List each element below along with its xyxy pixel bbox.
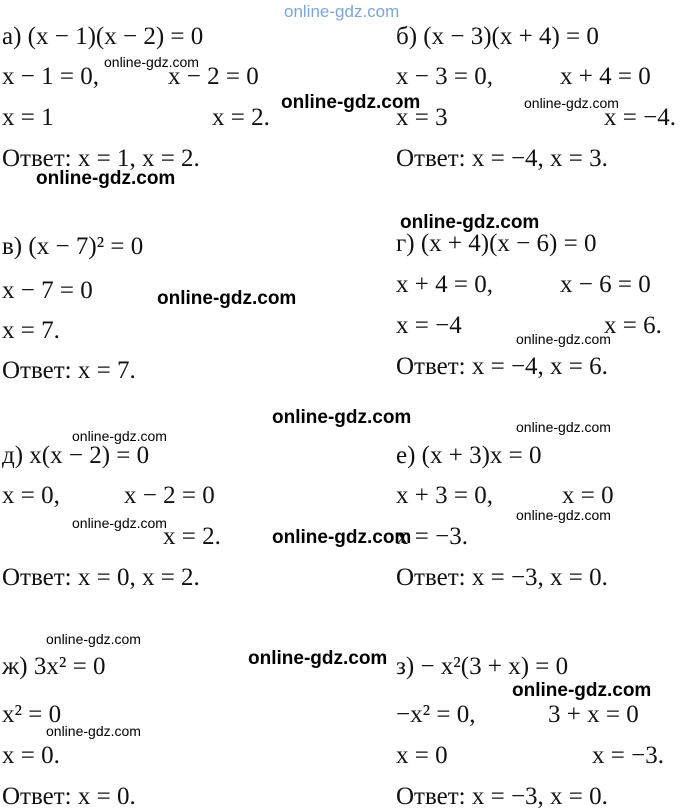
problem-a-step: x = 1 xyxy=(2,104,54,131)
problem-z-label: з) xyxy=(396,653,415,680)
problem-zh-step: x = 0. xyxy=(2,742,60,769)
problem-g-step: x + 4 = 0, xyxy=(396,271,493,298)
watermark: online-gdz.com xyxy=(248,648,388,669)
problem-v-step: x = 7. xyxy=(2,317,60,344)
watermark: online-gdz.com xyxy=(72,428,167,444)
problem-e-answer: Ответ: x = −3, x = 0. xyxy=(396,564,608,591)
problem-e-step: x + 3 = 0, xyxy=(396,482,493,509)
watermark: online-gdz.com xyxy=(516,419,611,435)
watermark: online-gdz.com xyxy=(516,507,611,523)
watermark: online-gdz.com xyxy=(104,54,199,70)
problem-b-equation xyxy=(396,22,599,52)
watermark: online-gdz.com xyxy=(524,95,619,111)
site-header-watermark: online-gdz.com xyxy=(284,2,400,21)
problem-a-equation xyxy=(2,22,203,52)
watermark: online-gdz.com xyxy=(36,168,176,189)
problem-zh-label: ж) xyxy=(2,653,28,680)
problem-z-step: x = −3. xyxy=(592,742,664,769)
problem-a-equation-text: (x − 1)(x − 2) = 0 xyxy=(27,23,204,50)
problem-b-step: x = −4. xyxy=(604,104,676,131)
problem-a-step: x − 2 = 0 xyxy=(168,63,259,90)
problem-b-step: x + 4 = 0 xyxy=(560,63,651,90)
problem-g-answer: Ответ: x = −4, x = 6. xyxy=(396,353,608,380)
problem-zh-equation-text: 3x² = 0 xyxy=(33,653,106,680)
problem-z-step: 3 + x = 0 xyxy=(548,701,639,728)
problem-z-equation xyxy=(396,652,568,682)
problem-d-step: x = 0, xyxy=(2,482,60,509)
problem-e-equation xyxy=(396,441,542,471)
problem-d-step: x − 2 = 0 xyxy=(124,482,215,509)
problem-g-label: г) xyxy=(396,230,415,257)
watermark: online-gdz.com xyxy=(281,92,421,113)
problem-v-equation-text: (x − 7)² = 0 xyxy=(28,233,144,260)
problem-v-answer: Ответ: x = 7. xyxy=(2,357,136,384)
problem-g-step: x = −4 xyxy=(396,312,462,339)
watermark: online-gdz.com xyxy=(72,515,167,531)
problem-z-step: x = 0 xyxy=(396,742,448,769)
problem-b-answer: Ответ: x = −4, x = 3. xyxy=(396,145,608,172)
problem-z-answer: Ответ: x = −3, x = 0. xyxy=(396,783,608,810)
problem-e-equation-text: (x + 3)x = 0 xyxy=(421,442,542,469)
problem-d-equation xyxy=(2,441,149,471)
problem-d-step: x = 2. xyxy=(163,523,221,550)
problem-g-step: x − 6 = 0 xyxy=(560,271,651,298)
problem-v-step: x − 7 = 0 xyxy=(2,277,93,304)
watermark: online-gdz.com xyxy=(157,288,297,309)
watermark: online-gdz.com xyxy=(516,331,611,347)
problem-b-step: x − 3 = 0, xyxy=(396,63,493,90)
problem-a-label: а) xyxy=(2,23,22,50)
problem-b-equation-text: (x − 3)(x + 4) = 0 xyxy=(423,23,599,50)
problem-v-label: в) xyxy=(2,233,23,260)
problem-g-equation-text: (x + 4)(x − 6) = 0 xyxy=(420,230,597,257)
problem-e-label: е) xyxy=(396,442,416,469)
problem-z-step: −x² = 0, xyxy=(396,701,476,728)
watermark: online-gdz.com xyxy=(272,527,412,548)
problem-b-label: б) xyxy=(396,23,418,50)
watermark: online-gdz.com xyxy=(400,212,540,233)
problem-a-step: x − 1 = 0, xyxy=(2,63,99,90)
watermark: online-gdz.com xyxy=(272,407,412,428)
problem-zh-step: x² = 0 xyxy=(2,701,62,728)
watermark: online-gdz.com xyxy=(46,723,141,739)
watermark: online-gdz.com xyxy=(46,631,141,647)
problem-b-step: x = 3 xyxy=(396,104,448,131)
problem-z-equation-text: − x²(3 + x) = 0 xyxy=(420,653,569,680)
problem-g-step: x = 6. xyxy=(604,312,662,339)
problem-zh-equation xyxy=(2,652,105,682)
problem-d-label: д) xyxy=(2,442,24,469)
problem-zh-answer: Ответ: x = 0. xyxy=(2,783,136,810)
problem-d-answer: Ответ: x = 0, x = 2. xyxy=(2,564,200,591)
problem-e-step: x = 0 xyxy=(562,482,614,509)
problem-a-step: x = 2. xyxy=(212,104,270,131)
problem-e-step: x = −3. xyxy=(396,523,468,550)
problem-a-answer: Ответ: x = 1, x = 2. xyxy=(2,145,200,172)
problem-v-equation xyxy=(2,232,143,262)
watermark: online-gdz.com xyxy=(512,680,652,701)
problem-d-equation-text: x(x − 2) = 0 xyxy=(29,442,150,469)
